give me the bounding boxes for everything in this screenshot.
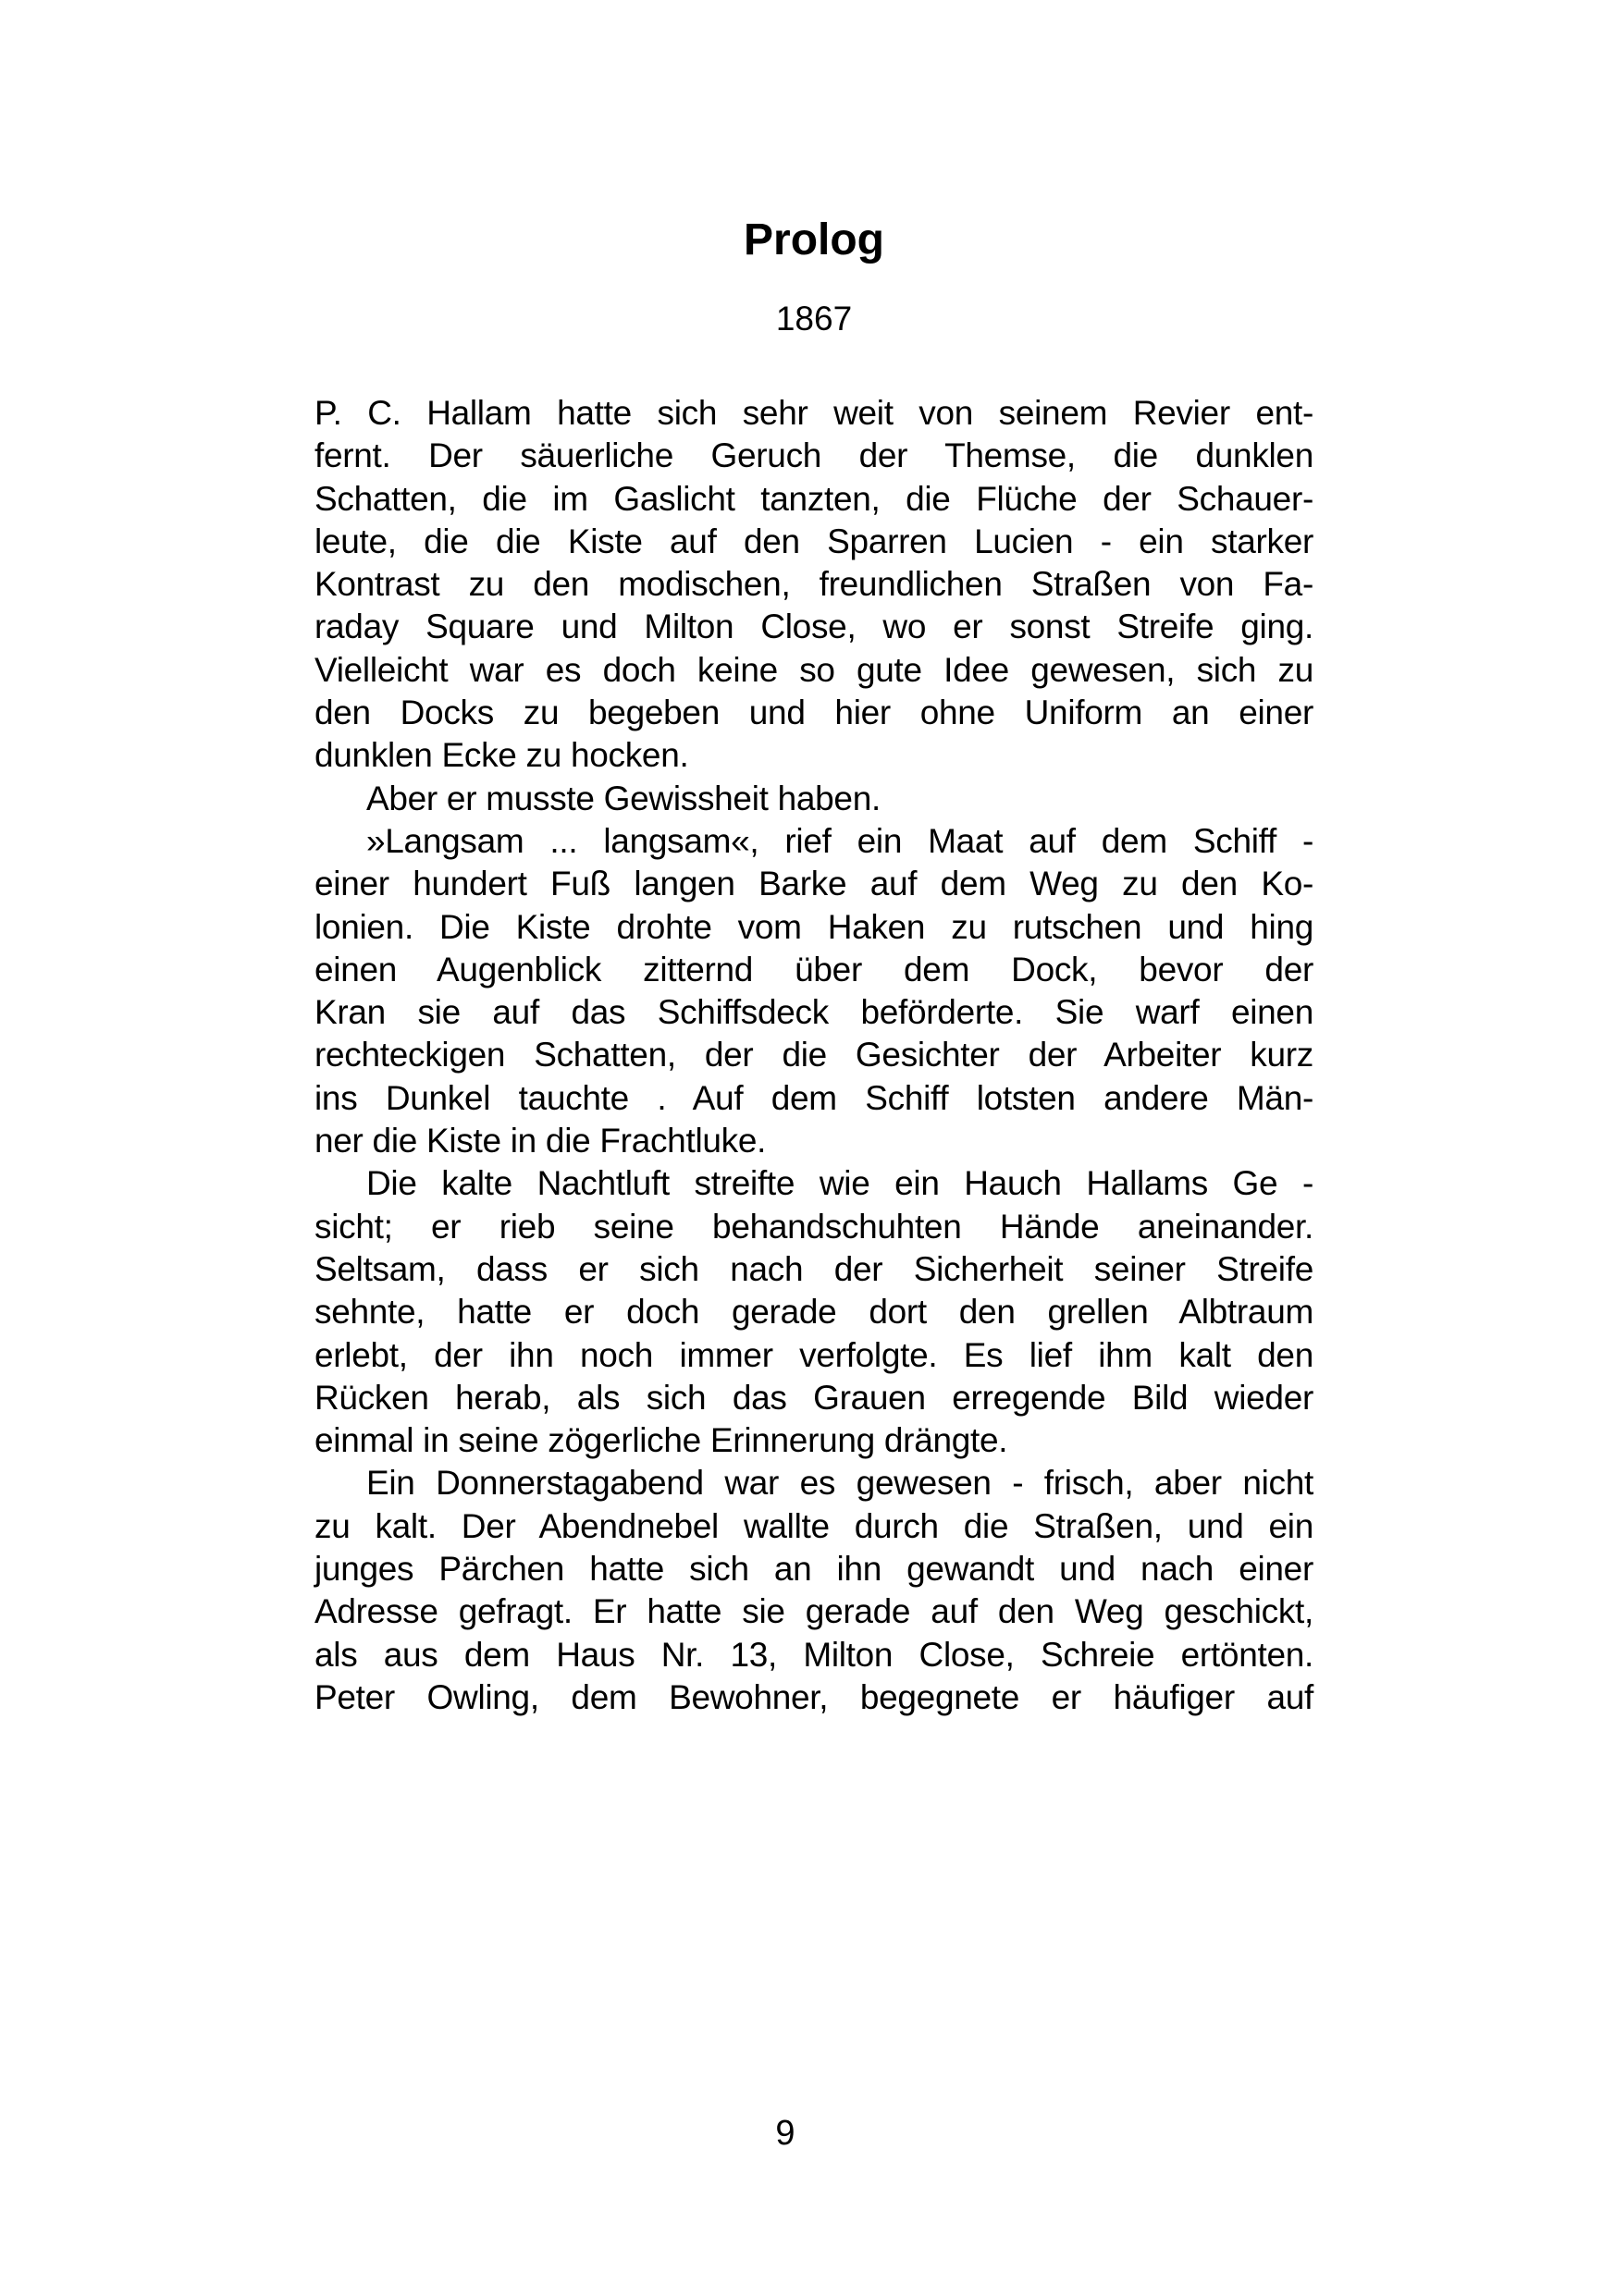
paragraph: [314, 1162, 1313, 1462]
text-line: einer hundert Fuß langen Barke auf dem Weg zu den Ko-: [314, 865, 1313, 903]
chapter-title: Prolog: [744, 215, 884, 264]
text-line: lonien. Die Kiste drohte vom Haken zu rutschen und hing: [314, 907, 1313, 946]
paragraph: [314, 778, 1313, 820]
chapter-year: 1867: [775, 300, 853, 338]
text-line: fernt. Der säuerliche Geruch der Themse, die dunklen: [314, 436, 1313, 475]
text-line: leute, die die Kiste auf den Sparren Lucien - ein starker: [314, 522, 1313, 560]
text-line: junges Pärchen hatte sich an ihn gewandt und nach einer: [314, 1550, 1313, 1589]
text-line: zu kalt. Der Abendnebel wallte durch die Straßen, und ein: [314, 1506, 1313, 1545]
text-line: Vielleicht war es doch keine so gute Idee gewesen, sich zu: [314, 650, 1313, 689]
page-number: 9: [775, 2114, 795, 2153]
body-text: [314, 392, 1313, 1719]
text-block: [314, 0, 1313, 2296]
text-line: den Docks zu begeben und hier ohne Uniform an einer: [314, 694, 1313, 732]
paragraph: [314, 1462, 1313, 1719]
text-line: Seltsam, dass er sich nach der Sicherheit seiner Streife: [314, 1249, 1313, 1288]
text-line: sehnte, hatte er doch gerade dort den grellen Albtraum: [314, 1293, 1313, 1332]
text-line: als aus dem Haus Nr. 13, Milton Close, Schreie ertönten.: [314, 1635, 1313, 1674]
text-line: »Langsam ... langsam«, rief ein Maat auf dem Schiff -: [366, 821, 1313, 860]
text-line: Die kalte Nachtluft streifte wie ein Hauch Hallams Ge -: [366, 1164, 1313, 1203]
text-line: einmal in seine zögerliche Erinnerung drängte.: [314, 1421, 1008, 1460]
text-line: raday Square und Milton Close, wo er sonst Streife ging.: [314, 608, 1313, 646]
text-line: ins Dunkel tauchte . Auf dem Schiff lotsten andere Män-: [314, 1078, 1313, 1117]
paragraph: [314, 392, 1313, 778]
text-line: Kontrast zu den modischen, freundlichen Straßen von Fa-: [314, 565, 1313, 604]
text-line: Peter Owling, dem Bewohner, begegnete er häufiger auf: [314, 1677, 1313, 1716]
text-line: Aber er musste Gewissheit haben.: [366, 779, 881, 817]
text-line: P. C. Hallam hatte sich sehr weit von seinem Revier ent-: [314, 394, 1313, 432]
text-line: Schatten, die im Gaslicht tanzten, die Flüche der Schauer-: [314, 479, 1313, 518]
text-line: rechteckigen Schatten, der die Gesichter der Arbeiter kurz: [314, 1036, 1313, 1074]
text-line: ner die Kiste in die Frachtluke.: [314, 1122, 767, 1160]
paragraph: [314, 820, 1313, 1162]
text-line: erlebt, der ihn noch immer verfolgte. Es lief ihm kalt den: [314, 1335, 1313, 1374]
text-line: sicht; er rieb seine behandschuhten Hände aneinander.: [314, 1207, 1313, 1246]
text-line: Adresse gefragt. Er hatte sie gerade auf den Weg geschickt,: [314, 1592, 1313, 1631]
text-line: Ein Donnerstagabend war es gewesen - frisch, aber nicht: [366, 1464, 1313, 1503]
text-line: einen Augenblick zitternd über dem Dock, bevor der: [314, 950, 1313, 988]
text-line: Rücken herab, als sich das Grauen erregende Bild wieder: [314, 1378, 1313, 1417]
text-line: Kran sie auf das Schiffsdeck beförderte. Sie warf einen: [314, 993, 1313, 1032]
text-line: dunklen Ecke zu hocken.: [314, 736, 689, 775]
